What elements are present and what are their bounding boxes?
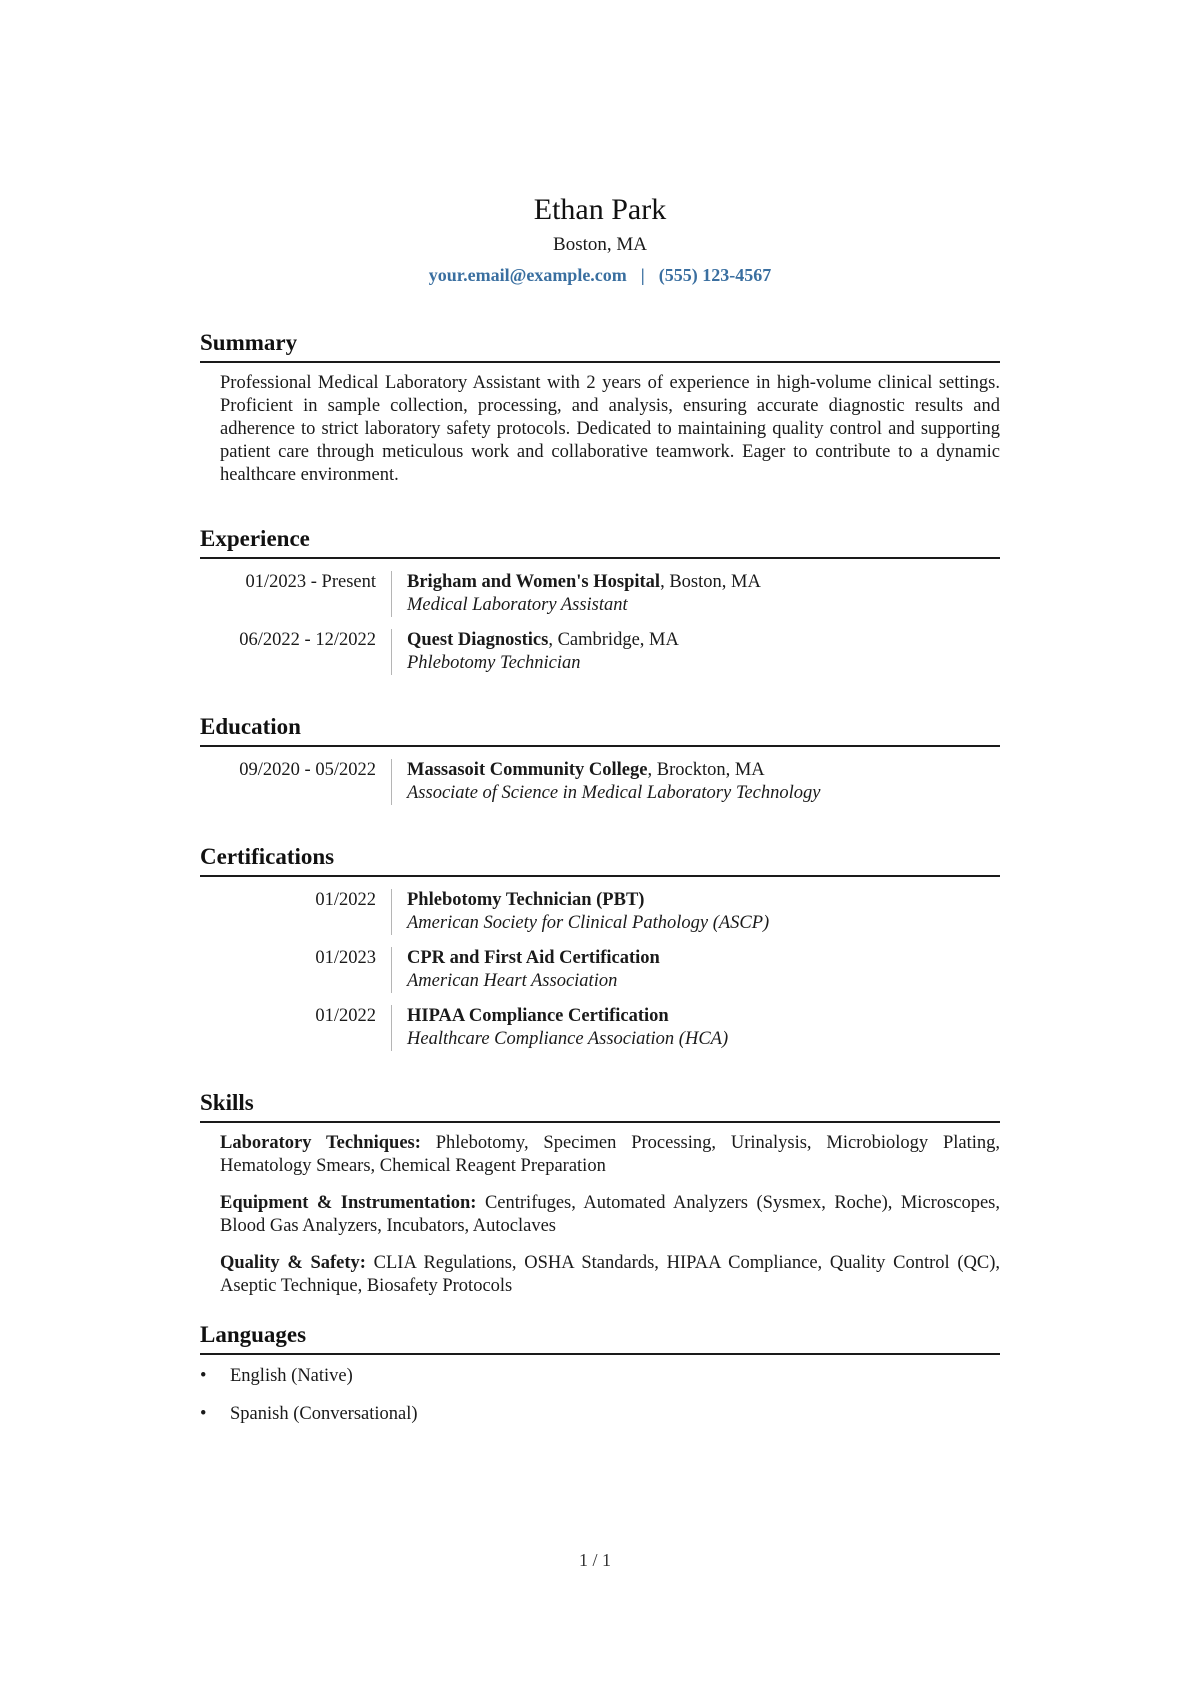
section-title-summary: Summary: [200, 328, 1000, 363]
experience-section: [200, 524, 1000, 675]
experience-entry: [200, 629, 1000, 675]
skills-list: [200, 1132, 1000, 1298]
entry-date: 06/2022 - 12/2022: [239, 630, 376, 650]
education-section: [200, 712, 1000, 805]
entry-organization: Brigham and Women's Hospital: [407, 572, 661, 592]
certification-entry: [200, 889, 1000, 935]
certification-issuer: Healthcare Compliance Association (HCA): [407, 1029, 729, 1049]
entry-body: [391, 571, 1000, 617]
candidate-name: Ethan Park: [533, 193, 667, 226]
experience-entry: [200, 571, 1000, 617]
skill-group: [220, 1252, 1000, 1298]
summary-section: [200, 328, 1000, 487]
certification-issuer: American Society for Clinical Pathology (ASCP): [407, 913, 770, 933]
skill-items: Phlebotomy, Specimen Processing, Urinalysis, Microbiology Plating, Hematology Smears, Chemical Reagent Preparation: [220, 1133, 1000, 1176]
languages-list: [200, 1365, 1000, 1426]
entry-date: 01/2023 - Present: [245, 572, 376, 592]
contact-separator: |: [640, 265, 645, 285]
certification-issuer: American Heart Association: [407, 971, 618, 991]
email-link[interactable]: your.email@example.com: [428, 265, 627, 285]
entry-body: [391, 759, 1000, 805]
skill-items: Centrifuges, Automated Analyzers (Sysmex, Roche), Microscopes, Blood Gas Analyzers, Incubators, Autoclaves: [220, 1193, 1001, 1236]
entry-body: [391, 629, 1000, 675]
resume-page: [200, 190, 1000, 1441]
entry-location: , Cambridge, MA: [548, 630, 679, 650]
certifications-section: [200, 842, 1000, 1051]
entry-role: Medical Laboratory Assistant: [407, 595, 628, 615]
languages-section: [200, 1320, 1000, 1426]
certification-name: Phlebotomy Technician (PBT): [407, 890, 645, 910]
education-entry: [200, 759, 1000, 805]
language-label: Spanish (Conversational): [230, 1404, 418, 1424]
section-title-certifications: Certifications: [200, 842, 1000, 877]
bullet-icon: •: [200, 1404, 207, 1424]
entry-role: Phlebotomy Technician: [407, 653, 581, 673]
page-number: 1 / 1: [578, 1550, 611, 1570]
phone-link[interactable]: (555) 123-4567: [658, 265, 772, 285]
entry-date: 01/2023: [315, 948, 376, 968]
section-title-education: Education: [200, 712, 1000, 747]
entry-body: [391, 1005, 1000, 1051]
candidate-location: Boston, MA: [553, 234, 647, 255]
entry-institution: Massasoit Community College: [407, 760, 648, 780]
section-title-skills: Skills: [200, 1088, 1000, 1123]
entry-date: 09/2020 - 05/2022: [239, 760, 376, 780]
resume-header: [200, 190, 1000, 288]
skill-group: [220, 1132, 1000, 1178]
entry-body: [391, 947, 1000, 993]
summary-text: Professional Medical Laboratory Assistant with 2 years of experience in high-volume clinical settings. Proficient in sample collection, processing, and analysis, ensuring accurate diagnostic results and adherence to strict laboratory safety protocols. Dedicated to maintaining quality control and supporting patient care through meticulous work and collaborative teamwork. Eager to contribute to a dynamic healthcare environment.: [220, 373, 1000, 485]
bullet-icon: •: [200, 1366, 207, 1386]
entry-location: , Brockton, MA: [647, 760, 765, 780]
section-title-languages: Languages: [200, 1320, 1000, 1355]
language-item: [200, 1365, 1000, 1388]
skill-category: Equipment & Instrumentation:: [220, 1193, 477, 1213]
skill-category: Quality & Safety:: [220, 1253, 366, 1273]
skill-items: CLIA Regulations, OSHA Standards, HIPAA Compliance, Quality Control (QC), Aseptic Technique, Biosafety Protocols: [220, 1253, 1000, 1296]
skill-category: Laboratory Techniques:: [220, 1133, 421, 1153]
skill-group: [220, 1192, 1000, 1238]
entry-date: 01/2022: [315, 890, 376, 910]
contact-line: [200, 262, 1000, 288]
certification-name: CPR and First Aid Certification: [407, 948, 660, 968]
entry-body: [391, 889, 1000, 935]
entry-location: , Boston, MA: [660, 572, 761, 592]
entry-degree: Associate of Science in Medical Laboratory Technology: [407, 783, 821, 803]
entry-organization: Quest Diagnostics: [407, 630, 549, 650]
section-title-experience: Experience: [200, 524, 1000, 559]
certification-entry: [200, 1005, 1000, 1051]
entry-date: 01/2022: [315, 1006, 376, 1026]
certification-name: HIPAA Compliance Certification: [407, 1006, 669, 1026]
language-item: [200, 1403, 1000, 1426]
certification-entry: [200, 947, 1000, 993]
skills-section: [200, 1088, 1000, 1298]
language-label: English (Native): [230, 1366, 353, 1386]
